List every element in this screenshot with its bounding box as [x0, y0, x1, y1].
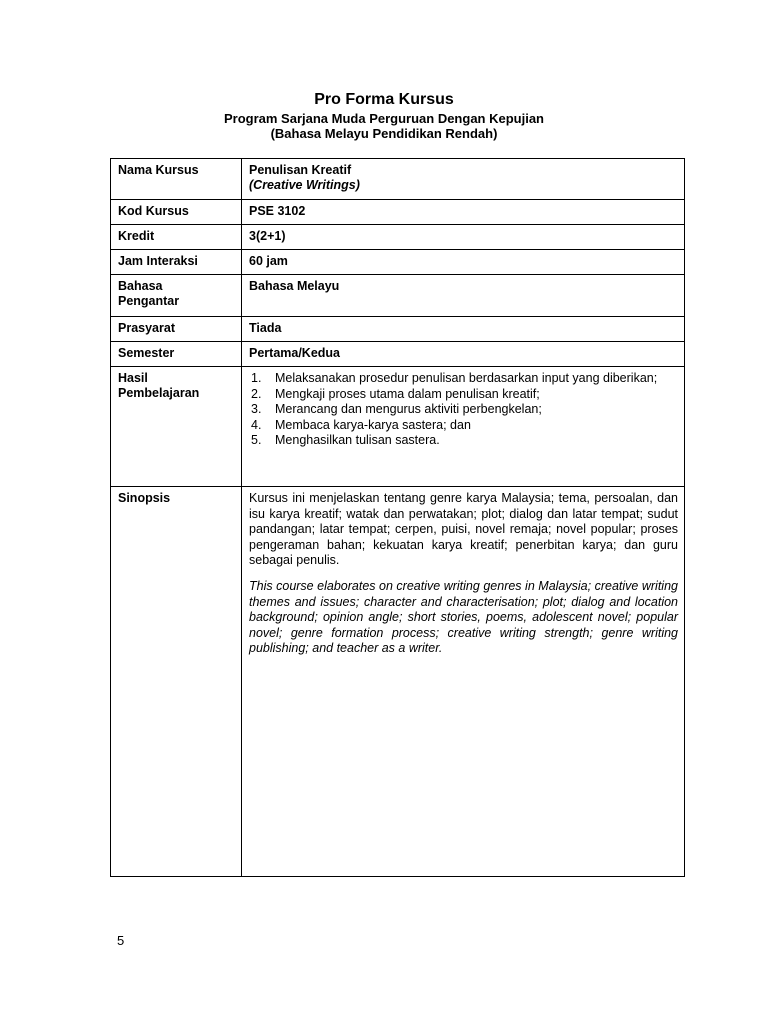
value-cell: [242, 225, 685, 250]
table-row-kredit: [111, 225, 685, 250]
field-label: Semester: [118, 346, 175, 360]
list-text: Menghasilkan tulisan sastera.: [275, 433, 440, 447]
field-label: Hasil: [118, 371, 148, 385]
list-item: [249, 418, 678, 434]
language-value: Bahasa Melayu: [249, 279, 340, 293]
field-label: Pembelajaran: [118, 386, 200, 400]
program-subtitle: Program Sarjana Muda Perguruan Dengan Kepujian: [223, 111, 544, 126]
value-cell: [242, 250, 685, 275]
value-cell: [242, 487, 685, 877]
synopsis-malay: Kursus ini menjelaskan tentang genre karya Malaysia; tema, persoalan, dan isu karya kreatif; watak dan perwatakan; plot; dialog dan latar tempat; sudut pandangan; latar tempat; cerpen, puisi, novel remaja; novel popular; proses pengeraman bahan; kekuatan karya kreatif; penerbitan karya; dan guru sebagai penulis.: [249, 491, 678, 568]
list-item: [249, 387, 678, 403]
course-proforma-table: [110, 158, 685, 877]
list-text: Membaca karya-karya sastera; dan: [275, 417, 471, 432]
field-label: Kod Kursus: [118, 204, 189, 218]
list-item: [249, 371, 678, 387]
label-cell: [111, 159, 242, 200]
page-title: Pro Forma Kursus: [314, 91, 454, 108]
semester-value: Pertama/Kedua: [249, 346, 341, 360]
label-cell: [111, 275, 242, 317]
label-cell: [111, 225, 242, 250]
label-cell: [111, 367, 242, 487]
table-row-hasil-pembelajaran: [111, 367, 685, 487]
interaction-hours: 60 jam: [249, 254, 288, 268]
program-specialisation: (Bahasa Melayu Pendidikan Rendah): [270, 126, 498, 141]
field-label: Nama Kursus: [118, 163, 199, 177]
label-cell: [111, 342, 242, 367]
table-row-semester: [111, 342, 685, 367]
table-row-jam-interaksi: [111, 250, 685, 275]
list-number: 2.: [251, 386, 262, 401]
prerequisite-value: Tiada: [249, 321, 282, 335]
value-cell: [242, 275, 685, 317]
value-cell: [242, 200, 685, 225]
label-cell: [111, 487, 242, 877]
list-text: Mengkaji proses utama dalam penulisan kreatif;: [275, 386, 540, 401]
learning-outcomes-list: [249, 371, 678, 449]
field-label: Jam Interaksi: [118, 254, 198, 268]
label-cell: [111, 317, 242, 342]
synopsis-english: This course elaborates on creative writing genres in Malaysia; creative writing themes and issues; character and characterisation; plot; dialog and location background; opinion angle; short stories, poems, adolescent novel; popular novel; genre formation process; creative writing strength; genre writing publishing; and teacher as a writer.: [249, 578, 678, 656]
field-label: Kredit: [118, 229, 155, 243]
list-number: 1.: [251, 371, 262, 385]
field-label: Bahasa: [118, 279, 163, 293]
list-number: 5.: [251, 433, 262, 447]
label-cell: [111, 200, 242, 225]
list-text: Merancang dan mengurus aktiviti perbengkelan;: [275, 402, 542, 416]
list-number: 3.: [251, 402, 262, 416]
course-code: PSE 3102: [249, 204, 306, 218]
table-row-prasyarat: [111, 317, 685, 342]
value-cell: [242, 342, 685, 367]
value-cell: [242, 367, 685, 487]
table-row-kod-kursus: [111, 200, 685, 225]
value-cell: [242, 159, 685, 200]
table-row-sinopsis: [111, 487, 685, 877]
field-label: Prasyarat: [118, 321, 175, 335]
label-cell: [111, 250, 242, 275]
field-label: Sinopsis: [118, 491, 171, 505]
list-item: [249, 433, 678, 449]
list-text: Melaksanakan prosedur penulisan berdasarkan input yang diberikan;: [275, 371, 658, 385]
page-number: 5: [117, 933, 125, 948]
credit-value: 3(2+1): [249, 229, 286, 243]
table-row-nama-kursus: [111, 159, 685, 200]
list-item: [249, 402, 678, 418]
list-number: 4.: [251, 417, 262, 432]
value-cell: [242, 317, 685, 342]
table-row-bahasa-pengantar: [111, 275, 685, 317]
course-name: Penulisan Kreatif: [249, 163, 352, 177]
field-label: Pengantar: [118, 294, 180, 308]
course-name-en: (Creative Writings): [249, 178, 360, 192]
